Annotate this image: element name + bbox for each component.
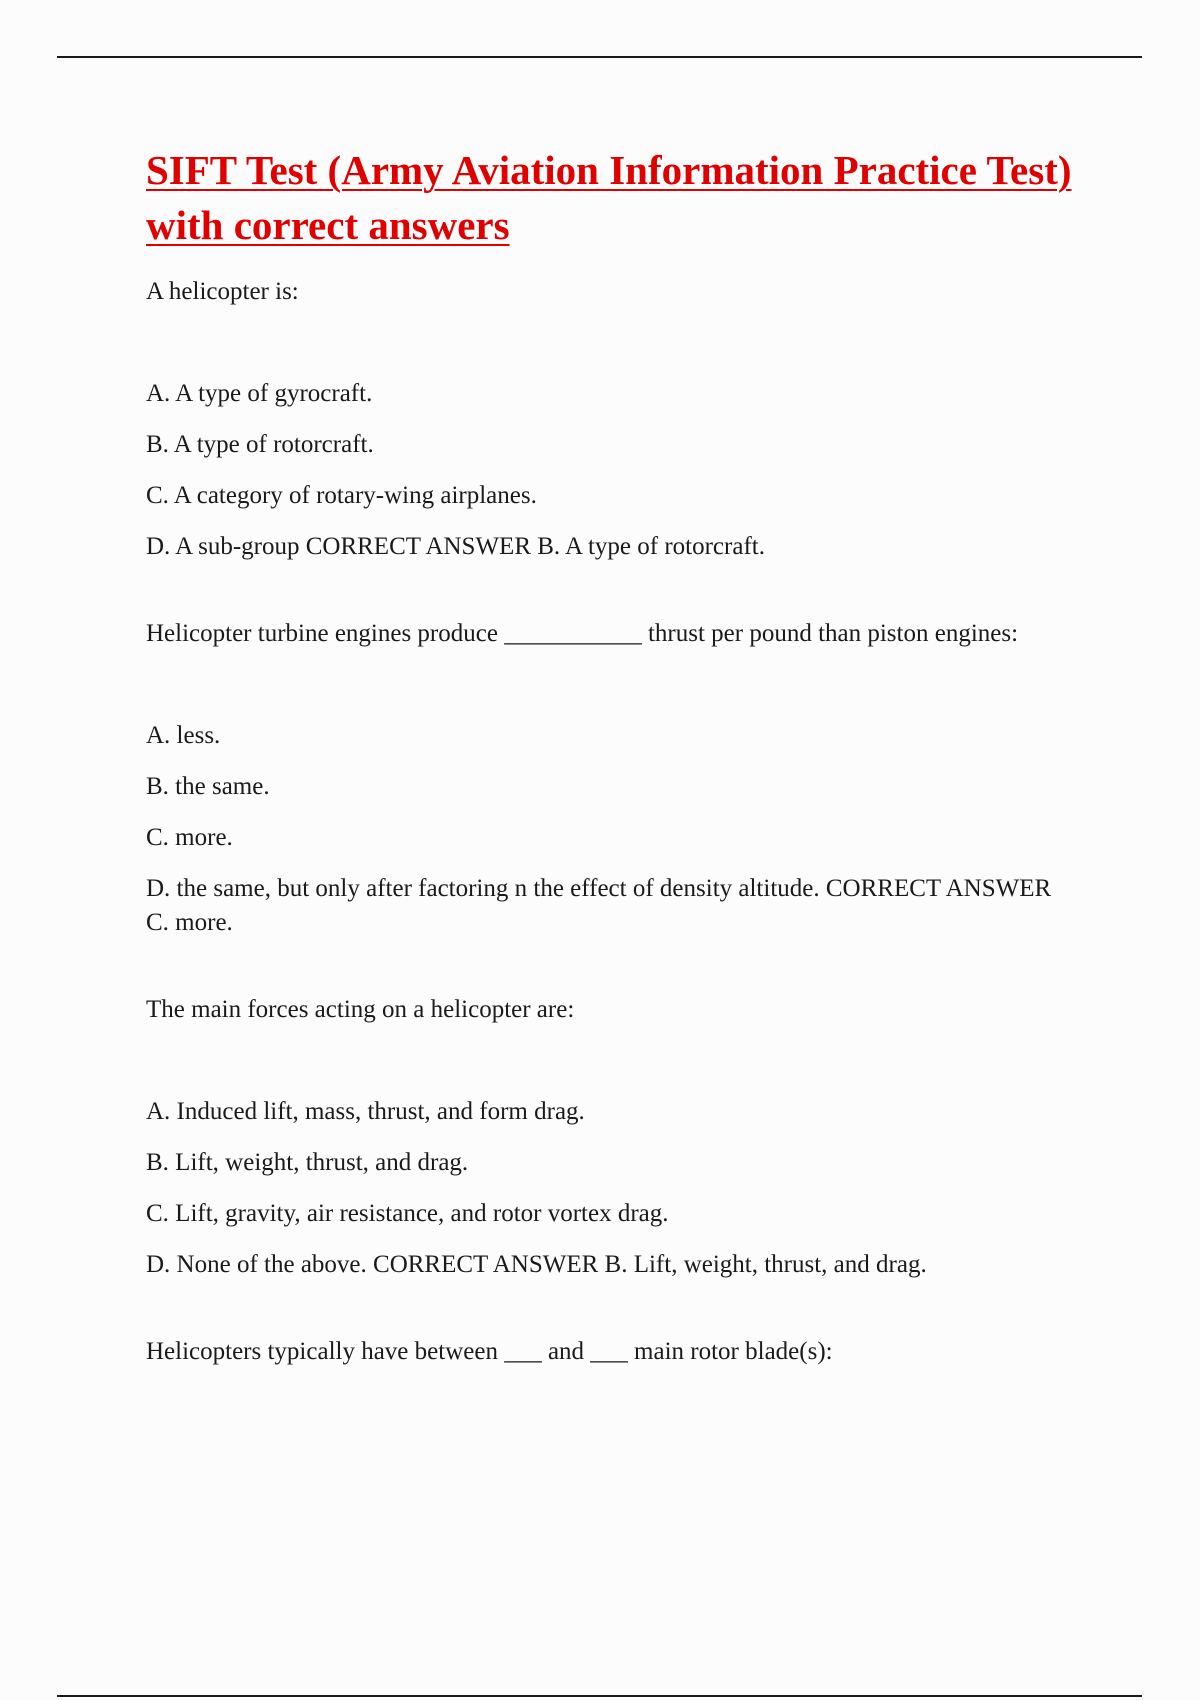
answer-option: C. more.: [146, 824, 233, 851]
answer-option: B. Lift, weight, thrust, and drag.: [146, 1149, 469, 1176]
question-stem: The main forces acting on a helicopter are:: [146, 996, 575, 1023]
answer-option: C. A category of rotary-wing airplanes.: [146, 482, 537, 509]
answer-option-with-correct-answer: D. A sub-group CORRECT ANSWER B. A type of rotorcraft.: [146, 533, 765, 560]
question-3: [146, 993, 1076, 1282]
document-title: SIFT Test (Army Aviation Information Practice Test) with correct answers: [146, 147, 1072, 248]
answer-option-with-correct-answer: D. None of the above. CORRECT ANSWER B. Lift, weight, thrust, and drag.: [146, 1251, 927, 1278]
answer-option: A. less.: [146, 722, 221, 749]
answer-option: B. A type of rotorcraft.: [146, 431, 374, 458]
question-stem: A helicopter is:: [146, 278, 299, 305]
answer-option: C. Lift, gravity, air resistance, and rotor vortex drag.: [146, 1200, 669, 1227]
question-stem: Helicopters typically have between ___ and ___ main rotor blade(s):: [146, 1338, 833, 1365]
question-2: [146, 617, 1076, 940]
footer-rule: [57, 1695, 1142, 1697]
document-body: [146, 143, 1076, 1369]
question-4: [146, 1335, 1076, 1369]
answer-option: B. the same.: [146, 773, 270, 800]
answer-option-with-correct-answer: D. the same, but only after factoring n the effect of density altitude. CORRECT ANSWER C. more.: [146, 875, 1052, 936]
question-1: [146, 275, 1076, 564]
header-rule: [57, 56, 1142, 58]
answer-option: A. Induced lift, mass, thrust, and form drag.: [146, 1098, 585, 1125]
question-stem: Helicopter turbine engines produce ___________ thrust per pound than piston engines:: [146, 620, 1019, 647]
answer-option: A. A type of gyrocraft.: [146, 380, 373, 407]
